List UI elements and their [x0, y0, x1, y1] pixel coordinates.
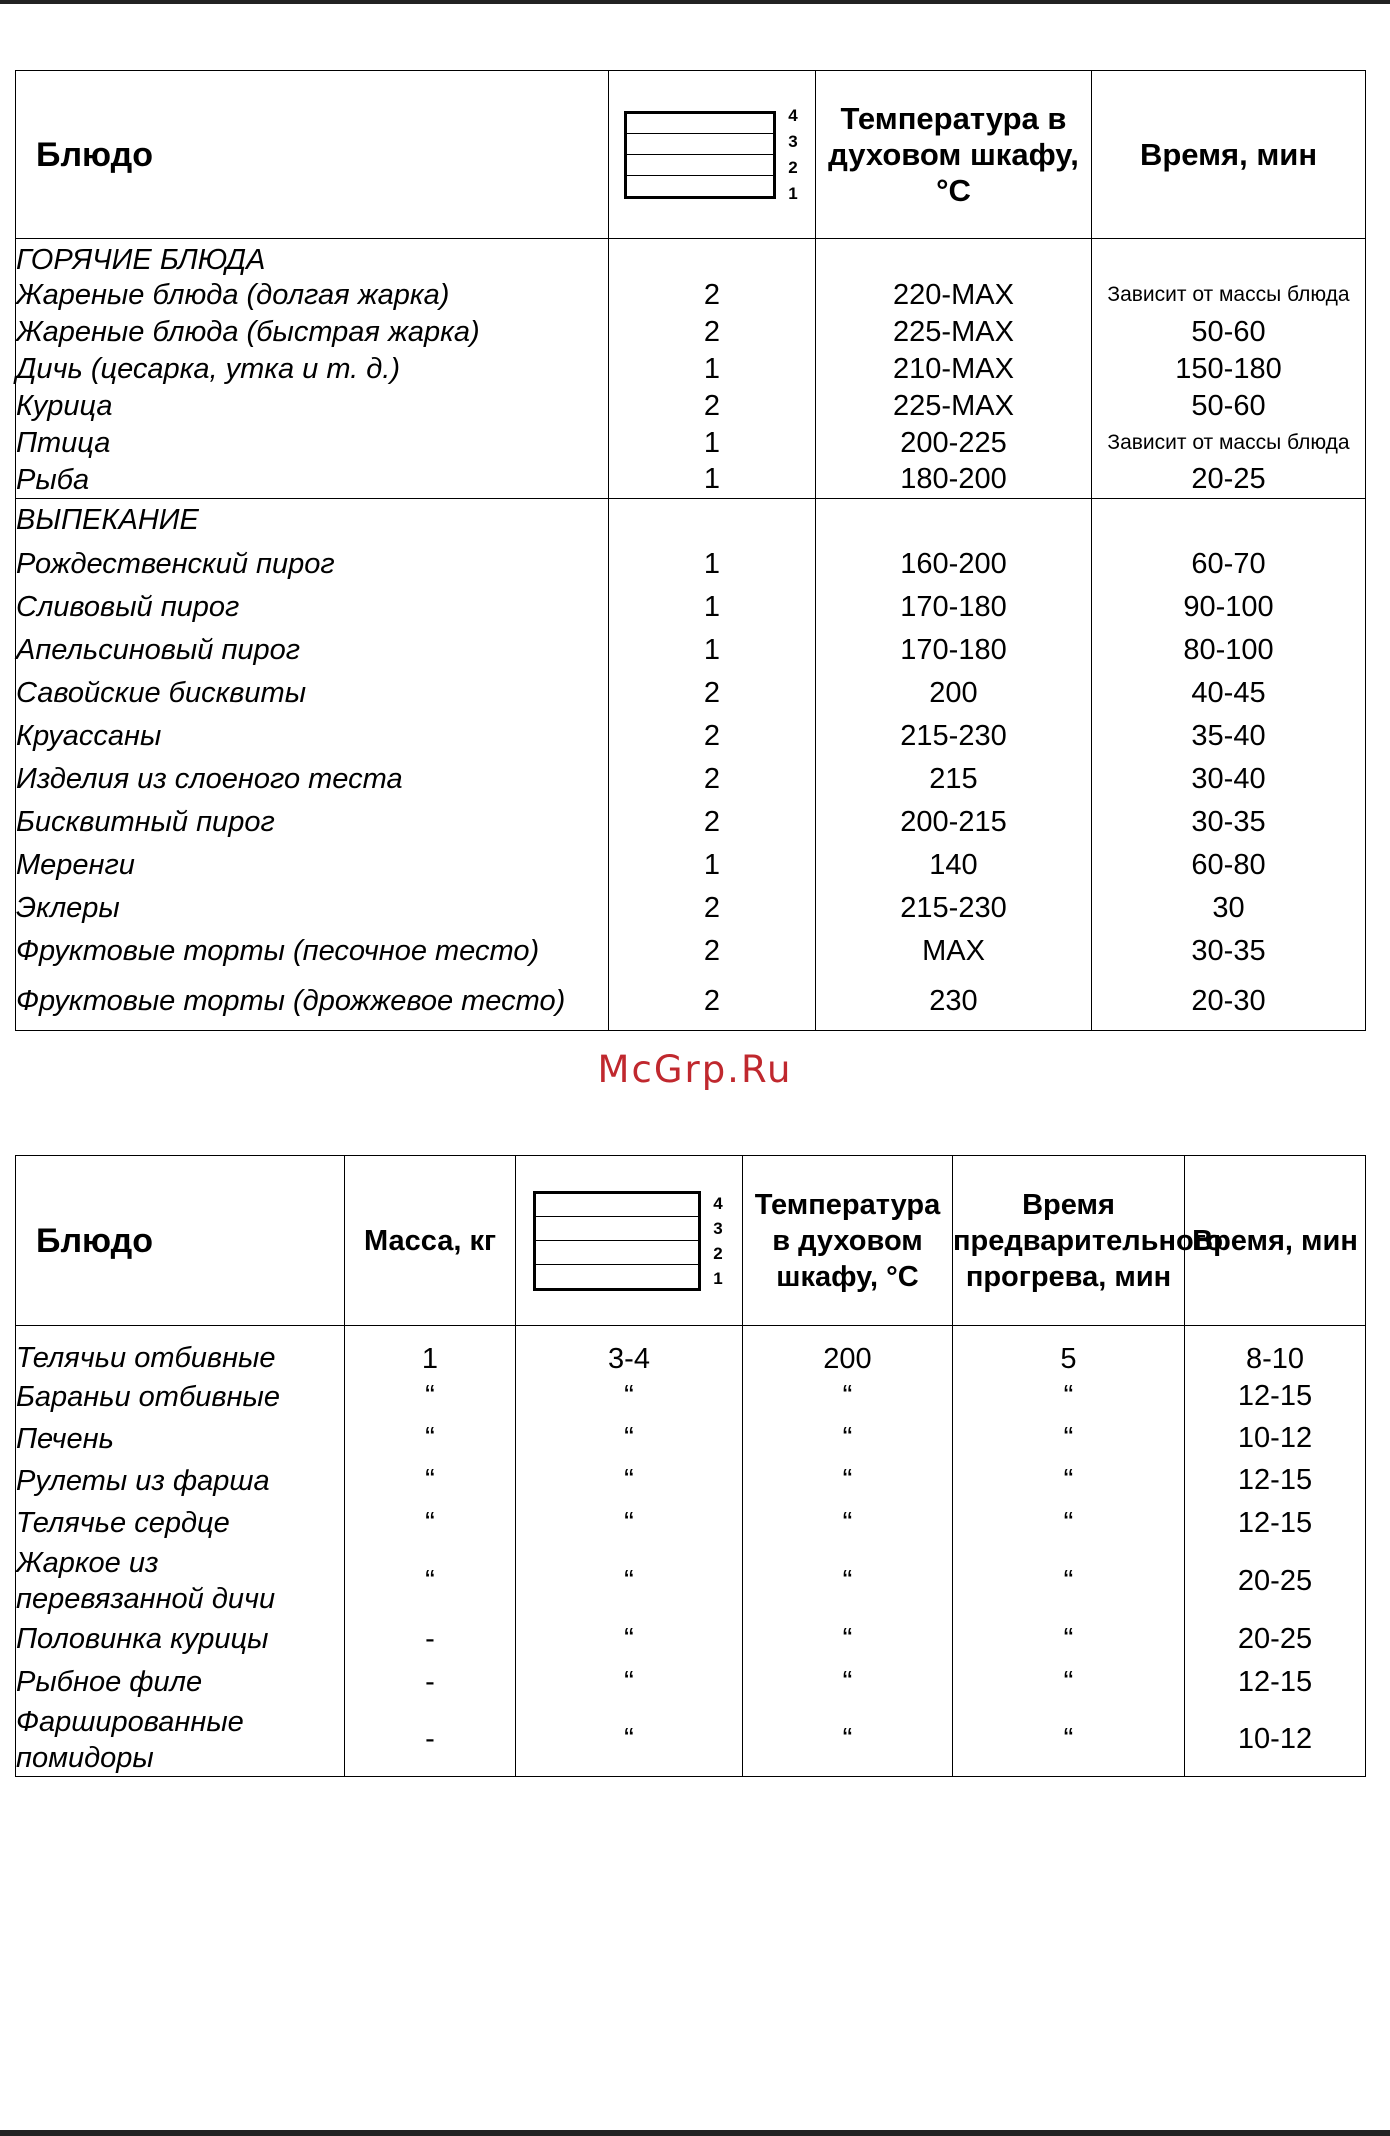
shelf-level-cell: 1 — [609, 586, 816, 629]
dish-cell: Круассаны — [16, 715, 609, 758]
temperature-cell: 200-225 — [816, 425, 1092, 462]
shelf-level-cell: “ — [516, 1618, 743, 1661]
time-cell: 20-30 — [1092, 973, 1366, 1031]
mass-cell: “ — [345, 1376, 516, 1418]
time-cell: 10-12 — [1185, 1418, 1366, 1460]
time-cell: 12-15 — [1185, 1502, 1366, 1545]
table-body — [16, 1326, 1366, 1777]
shelf-level-cell: 2 — [609, 887, 816, 930]
section-title: ВЫПЕКАНИЕ — [16, 499, 609, 543]
preheat-cell: “ — [953, 1545, 1185, 1618]
preheat-cell: “ — [953, 1618, 1185, 1661]
table-row — [16, 1545, 1366, 1618]
mass-cell: - — [345, 1704, 516, 1777]
shelf-level-label: 3 — [788, 131, 798, 151]
table-row — [16, 1661, 1366, 1704]
header-dish: Блюдо — [16, 71, 609, 239]
dish-cell: Телячьи отбивные — [16, 1326, 345, 1376]
dish-cell: Савойские бисквиты — [16, 672, 609, 715]
shelf-level-label: 1 — [713, 1268, 723, 1288]
time-cell: 90-100 — [1092, 586, 1366, 629]
dish-cell: Фаршированные помидоры — [16, 1704, 345, 1777]
oven-shelf-diagram — [516, 1191, 742, 1291]
table-row — [16, 1376, 1366, 1418]
temperature-cell: “ — [743, 1418, 953, 1460]
table-row — [16, 758, 1366, 801]
shelf-level-cell: 2 — [609, 801, 816, 844]
shelf-level-label: 1 — [788, 183, 798, 203]
shelf-level-label: 2 — [788, 157, 798, 177]
shelf-level-cell: “ — [516, 1502, 743, 1545]
shelf-level-cell: 1 — [609, 629, 816, 672]
empty-cell — [816, 499, 1092, 543]
table-header-row — [16, 71, 1366, 239]
temperature-cell: 140 — [816, 844, 1092, 887]
mass-cell: - — [345, 1618, 516, 1661]
oven-shelf-icon — [624, 111, 776, 199]
mass-cell: - — [345, 1661, 516, 1704]
shelf-level-cell: 1 — [609, 462, 816, 499]
table-row — [16, 314, 1366, 351]
temperature-cell: 200 — [743, 1326, 953, 1376]
header-mass: Масса, кг — [345, 1156, 516, 1326]
dish-cell: Жареные блюда (быстрая жарка) — [16, 314, 609, 351]
time-cell: 30-35 — [1092, 801, 1366, 844]
dish-cell: Рыба — [16, 462, 609, 499]
time-cell: 20-25 — [1092, 462, 1366, 499]
time-cell: 30-40 — [1092, 758, 1366, 801]
mass-cell: “ — [345, 1460, 516, 1502]
table-row — [16, 715, 1366, 758]
dish-cell: Эклеры — [16, 887, 609, 930]
table-row — [16, 425, 1366, 462]
temperature-cell: 215-230 — [816, 715, 1092, 758]
dish-cell: Половинка курицы — [16, 1618, 345, 1661]
temperature-cell: 180-200 — [816, 462, 1092, 499]
temperature-cell: 225-MAX — [816, 388, 1092, 425]
preheat-cell: “ — [953, 1661, 1185, 1704]
dish-cell: Курица — [16, 388, 609, 425]
temperature-cell: 170-180 — [816, 629, 1092, 672]
time-cell: 35-40 — [1092, 715, 1366, 758]
time-cell: 20-25 — [1185, 1545, 1366, 1618]
shelf-level-label: 3 — [713, 1218, 723, 1238]
preheat-cell: “ — [953, 1704, 1185, 1777]
table-row — [16, 672, 1366, 715]
temperature-cell: “ — [743, 1376, 953, 1418]
temperature-cell: “ — [743, 1460, 953, 1502]
table-row — [16, 1418, 1366, 1460]
table-row — [16, 973, 1366, 1031]
roasting-baking-table — [15, 70, 1366, 1031]
mass-cell: “ — [345, 1502, 516, 1545]
dish-cell: Телячье сердце — [16, 1502, 345, 1545]
table-row — [16, 543, 1366, 586]
shelf-level-cell: “ — [516, 1704, 743, 1777]
dish-cell: Рыбное филе — [16, 1661, 345, 1704]
shelf-level-cell: 1 — [609, 844, 816, 887]
dish-cell: Меренги — [16, 844, 609, 887]
temperature-cell: “ — [743, 1618, 953, 1661]
dish-cell: Дичь (цесарка, утка и т. д.) — [16, 351, 609, 388]
dish-cell: Птица — [16, 425, 609, 462]
table-row — [16, 1460, 1366, 1502]
table-body — [16, 239, 1366, 1031]
time-cell: Зависит от массы блюда — [1092, 425, 1366, 462]
top-rule — [0, 0, 1390, 4]
temperature-cell: 220-MAX — [816, 277, 1092, 314]
section-title-row — [16, 499, 1366, 543]
table-row — [16, 844, 1366, 887]
empty-cell — [1092, 239, 1366, 277]
oven-shelf-icon — [533, 1191, 701, 1291]
header-preheat: Время предварительного прогрева, мин — [953, 1156, 1185, 1326]
dish-cell: Рождественский пирог — [16, 543, 609, 586]
watermark: McGrp.Ru — [597, 1048, 793, 1091]
empty-cell — [816, 239, 1092, 277]
preheat-cell: “ — [953, 1502, 1185, 1545]
temperature-cell: 215-230 — [816, 887, 1092, 930]
shelf-level-label: 4 — [788, 105, 798, 125]
shelf-level-cell: 1 — [609, 425, 816, 462]
table-row — [16, 351, 1366, 388]
time-cell: 40-45 — [1092, 672, 1366, 715]
shelf-level-cell: “ — [516, 1376, 743, 1418]
header-temperature: Температура в духовом шкафу, °С — [816, 71, 1092, 239]
section-title: ГОРЯЧИЕ БЛЮДА — [16, 239, 609, 277]
time-cell: 30 — [1092, 887, 1366, 930]
oven-shelf-diagram — [609, 103, 815, 207]
table-row — [16, 930, 1366, 973]
table-row — [16, 462, 1366, 499]
time-cell: 60-70 — [1092, 543, 1366, 586]
preheat-cell: “ — [953, 1418, 1185, 1460]
header-shelf-level — [609, 71, 816, 239]
preheat-cell: “ — [953, 1376, 1185, 1418]
time-cell: 20-25 — [1185, 1618, 1366, 1661]
time-cell: 10-12 — [1185, 1704, 1366, 1777]
dish-cell: Апельсиновый пирог — [16, 629, 609, 672]
dish-cell: Фруктовые торты (песочное тесто) — [16, 930, 609, 973]
dish-cell: Фруктовые торты (дрожжевое тесто) — [16, 973, 609, 1031]
temperature-cell: 210-MAX — [816, 351, 1092, 388]
temperature-cell: MAX — [816, 930, 1092, 973]
preheat-cell: 5 — [953, 1326, 1185, 1376]
mass-cell: “ — [345, 1418, 516, 1460]
header-temperature: Температура в духовом шкафу, °С — [743, 1156, 953, 1326]
time-cell: 50-60 — [1092, 388, 1366, 425]
time-cell: 50-60 — [1092, 314, 1366, 351]
table-row — [16, 887, 1366, 930]
temperature-cell: 215 — [816, 758, 1092, 801]
section-title-row — [16, 239, 1366, 277]
temperature-cell: 200-215 — [816, 801, 1092, 844]
time-cell: 8-10 — [1185, 1326, 1366, 1376]
shelf-level-cell: 2 — [609, 672, 816, 715]
temperature-cell: “ — [743, 1661, 953, 1704]
table-row — [16, 629, 1366, 672]
time-cell: 60-80 — [1092, 844, 1366, 887]
shelf-level-cell: “ — [516, 1418, 743, 1460]
temperature-cell: 225-MAX — [816, 314, 1092, 351]
shelf-level-cell: 3-4 — [516, 1326, 743, 1376]
temperature-cell: 170-180 — [816, 586, 1092, 629]
temperature-cell: 160-200 — [816, 543, 1092, 586]
table-row — [16, 1704, 1366, 1777]
shelf-level-cell: “ — [516, 1661, 743, 1704]
mass-cell: 1 — [345, 1326, 516, 1376]
time-cell: 80-100 — [1092, 629, 1366, 672]
mass-cell: “ — [345, 1545, 516, 1618]
header-time: Время, мин — [1092, 71, 1366, 239]
shelf-level-label: 2 — [713, 1243, 723, 1263]
time-cell: 150-180 — [1092, 351, 1366, 388]
dish-cell: Изделия из слоеного теста — [16, 758, 609, 801]
bottom-rule — [0, 2130, 1390, 2136]
empty-cell — [609, 499, 816, 543]
table-row — [16, 1326, 1366, 1376]
table-row — [16, 388, 1366, 425]
dish-cell: Жареные блюда (долгая жарка) — [16, 277, 609, 314]
preheat-cell: “ — [953, 1460, 1185, 1502]
shelf-level-cell: “ — [516, 1545, 743, 1618]
dish-cell: Бараньи отбивные — [16, 1376, 345, 1418]
shelf-level-cell: 2 — [609, 388, 816, 425]
shelf-level-cell: 2 — [609, 715, 816, 758]
shelf-level-cell: “ — [516, 1460, 743, 1502]
shelf-level-label: 4 — [713, 1193, 723, 1213]
temperature-cell: “ — [743, 1704, 953, 1777]
shelf-level-cell: 1 — [609, 543, 816, 586]
empty-cell — [609, 239, 816, 277]
table-row — [16, 586, 1366, 629]
shelf-level-cell: 2 — [609, 930, 816, 973]
time-cell: Зависит от массы блюда — [1092, 277, 1366, 314]
dish-cell: Жаркое из перевязанной дичи — [16, 1545, 345, 1618]
table-row — [16, 1618, 1366, 1661]
dish-cell: Сливовый пирог — [16, 586, 609, 629]
shelf-level-cell: 2 — [609, 758, 816, 801]
header-shelf-level — [516, 1156, 743, 1326]
shelf-level-cell: 2 — [609, 277, 816, 314]
temperature-cell: “ — [743, 1545, 953, 1618]
time-cell: 30-35 — [1092, 930, 1366, 973]
time-cell: 12-15 — [1185, 1376, 1366, 1418]
dish-cell: Рулеты из фарша — [16, 1460, 345, 1502]
shelf-level-cell: 2 — [609, 314, 816, 351]
grilling-table — [15, 1155, 1366, 1777]
dish-cell: Печень — [16, 1418, 345, 1460]
table-row — [16, 277, 1366, 314]
header-dish: Блюдо — [16, 1156, 345, 1326]
temperature-cell: 230 — [816, 973, 1092, 1031]
temperature-cell: “ — [743, 1502, 953, 1545]
dish-cell: Бисквитный пирог — [16, 801, 609, 844]
empty-cell — [1092, 499, 1366, 543]
temperature-cell: 200 — [816, 672, 1092, 715]
time-cell: 12-15 — [1185, 1460, 1366, 1502]
table-header-row — [16, 1156, 1366, 1326]
header-time: Время, мин — [1185, 1156, 1366, 1326]
time-cell: 12-15 — [1185, 1661, 1366, 1704]
shelf-level-cell: 2 — [609, 973, 816, 1031]
table-row — [16, 801, 1366, 844]
table-row — [16, 1502, 1366, 1545]
shelf-level-cell: 1 — [609, 351, 816, 388]
